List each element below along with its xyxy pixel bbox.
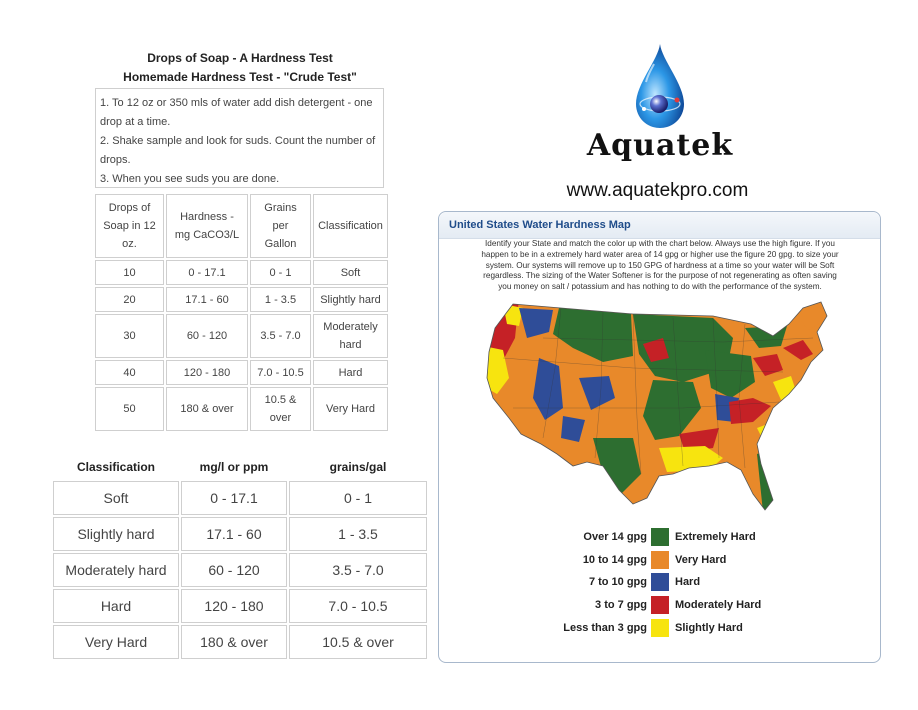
table-row	[95, 314, 388, 358]
cell-grains-per-gal: 10.5 & over	[289, 625, 427, 659]
water-drop-icon	[632, 42, 688, 130]
legend-range: Over 14 gpg	[583, 531, 647, 543]
table-row	[53, 517, 427, 551]
cell-classification: Very Hard	[53, 625, 179, 659]
table-row	[53, 481, 427, 515]
cell-drops: 30	[95, 314, 164, 358]
soap-test-steps	[95, 88, 384, 188]
legend-name: Hard	[675, 576, 701, 588]
cell-grains: 1 - 3.5	[250, 287, 311, 312]
table-row	[95, 287, 388, 312]
legend-range: 7 to 10 gpg	[588, 576, 647, 588]
cell-grains: 0 - 1	[250, 260, 311, 285]
legend-swatch-very-hard	[651, 551, 669, 569]
us-hardness-map	[483, 298, 837, 512]
cell-classification: Very Hard	[313, 387, 388, 431]
cell-classification: Soft	[313, 260, 388, 285]
soap-test-title: Drops of Soap - A Hardness Test	[147, 51, 333, 65]
legend-swatch-moderately-hard	[651, 596, 669, 614]
table-row	[95, 360, 388, 385]
header-grains: Grains per Gallon	[250, 194, 311, 258]
legend-swatch-hard	[651, 573, 669, 591]
brand-url-link[interactable]: www.aquatekpro.com	[566, 180, 749, 201]
map-panel-title: United States Water Hardness Map	[439, 212, 880, 239]
cell-classification: Slightly hard	[313, 287, 388, 312]
cell-grains-per-gal: 7.0 - 10.5	[289, 589, 427, 623]
header-mg-per-l: mg/l or ppm	[199, 460, 269, 474]
cell-grains-per-gal: 3.5 - 7.0	[289, 553, 427, 587]
step-line: drop at a time.	[100, 116, 171, 128]
legend-swatch-slightly-hard	[651, 619, 669, 637]
header-classification: Classification	[76, 460, 156, 474]
cell-mg-per-l: 60 - 120	[181, 553, 287, 587]
table-row	[53, 589, 427, 623]
cell-grains-per-gal: 1 - 3.5	[289, 517, 427, 551]
cell-mg-per-l: 180 & over	[181, 625, 287, 659]
cell-drops: 50	[95, 387, 164, 431]
legend-range: 3 to 7 gpg	[595, 599, 647, 611]
table-header-row	[95, 194, 388, 258]
legend-range: 10 to 14 gpg	[582, 554, 647, 566]
cell-grains: 3.5 - 7.0	[250, 314, 311, 358]
cell-hardness: 17.1 - 60	[166, 287, 248, 312]
legend-swatch-extremely-hard	[651, 528, 669, 546]
legend-name: Slightly Hard	[675, 622, 743, 634]
cell-hardness: 120 - 180	[166, 360, 248, 385]
cell-classification: Moderately hard	[53, 553, 179, 587]
brand-name: Aquatek	[586, 128, 734, 163]
legend-row	[539, 528, 779, 548]
table-row	[53, 553, 427, 587]
table-row	[95, 260, 388, 285]
header-grains-per-gal: grains/gal	[329, 460, 387, 474]
step-line: 2. Shake sample and look for suds. Count the number of	[100, 135, 376, 147]
cell-grains: 7.0 - 10.5	[250, 360, 311, 385]
cell-classification: Moderately hard	[313, 314, 388, 358]
cell-grains-per-gal: 0 - 1	[289, 481, 427, 515]
legend-name: Extremely Hard	[675, 531, 756, 543]
water-hardness-map-panel	[438, 211, 881, 663]
table-row	[53, 625, 427, 659]
table-row	[95, 387, 388, 431]
legend-row	[539, 551, 779, 571]
legend-name: Very Hard	[675, 554, 727, 566]
cell-mg-per-l: 0 - 17.1	[181, 481, 287, 515]
cell-mg-per-l: 17.1 - 60	[181, 517, 287, 551]
cell-drops: 20	[95, 287, 164, 312]
header-hardness: Hardness - mg CaCO3/L	[166, 194, 248, 258]
soap-test-table	[93, 192, 390, 433]
step-line: 3. When you see suds you are done.	[100, 173, 280, 185]
legend-row	[539, 573, 779, 593]
header-drops: Drops of Soap in 12 oz.	[95, 194, 164, 258]
header-classification: Classification	[313, 194, 388, 258]
cell-mg-per-l: 120 - 180	[181, 589, 287, 623]
step-line: 1. To 12 oz or 350 mls of water add dish detergent - one	[100, 97, 373, 109]
soap-test-subtitle: Homemade Hardness Test - "Crude Test"	[123, 70, 357, 84]
legend-name: Moderately Hard	[675, 599, 762, 611]
cell-classification: Soft	[53, 481, 179, 515]
hardness-classification-table	[51, 479, 429, 661]
cell-hardness: 0 - 17.1	[166, 260, 248, 285]
cell-classification: Slightly hard	[53, 517, 179, 551]
legend-row	[539, 619, 779, 639]
cell-hardness: 60 - 120	[166, 314, 248, 358]
cell-drops: 10	[95, 260, 164, 285]
legend-row	[539, 596, 779, 616]
cell-classification: Hard	[53, 589, 179, 623]
cell-drops: 40	[95, 360, 164, 385]
cell-hardness: 180 & over	[166, 387, 248, 431]
step-line: drops.	[100, 154, 131, 166]
legend-range: Less than 3 gpg	[563, 622, 647, 634]
map-panel-intro: Identify your State and match the color up with the chart below. Always use the high figure. If you happen to be in a extremely hard water area of 14 gpg or higher use the figure 20 gpg. to size your system. Our systems will remove up to 150 GPG of hardness at a time so your water will be Soft regardless. The sizing of the Water Softener is for the purpose of not regenerating as often saving you money on salt / potassium and has nothing to do with the performance of the system.	[481, 239, 839, 292]
cell-classification: Hard	[313, 360, 388, 385]
cell-grains: 10.5 & over	[250, 387, 311, 431]
